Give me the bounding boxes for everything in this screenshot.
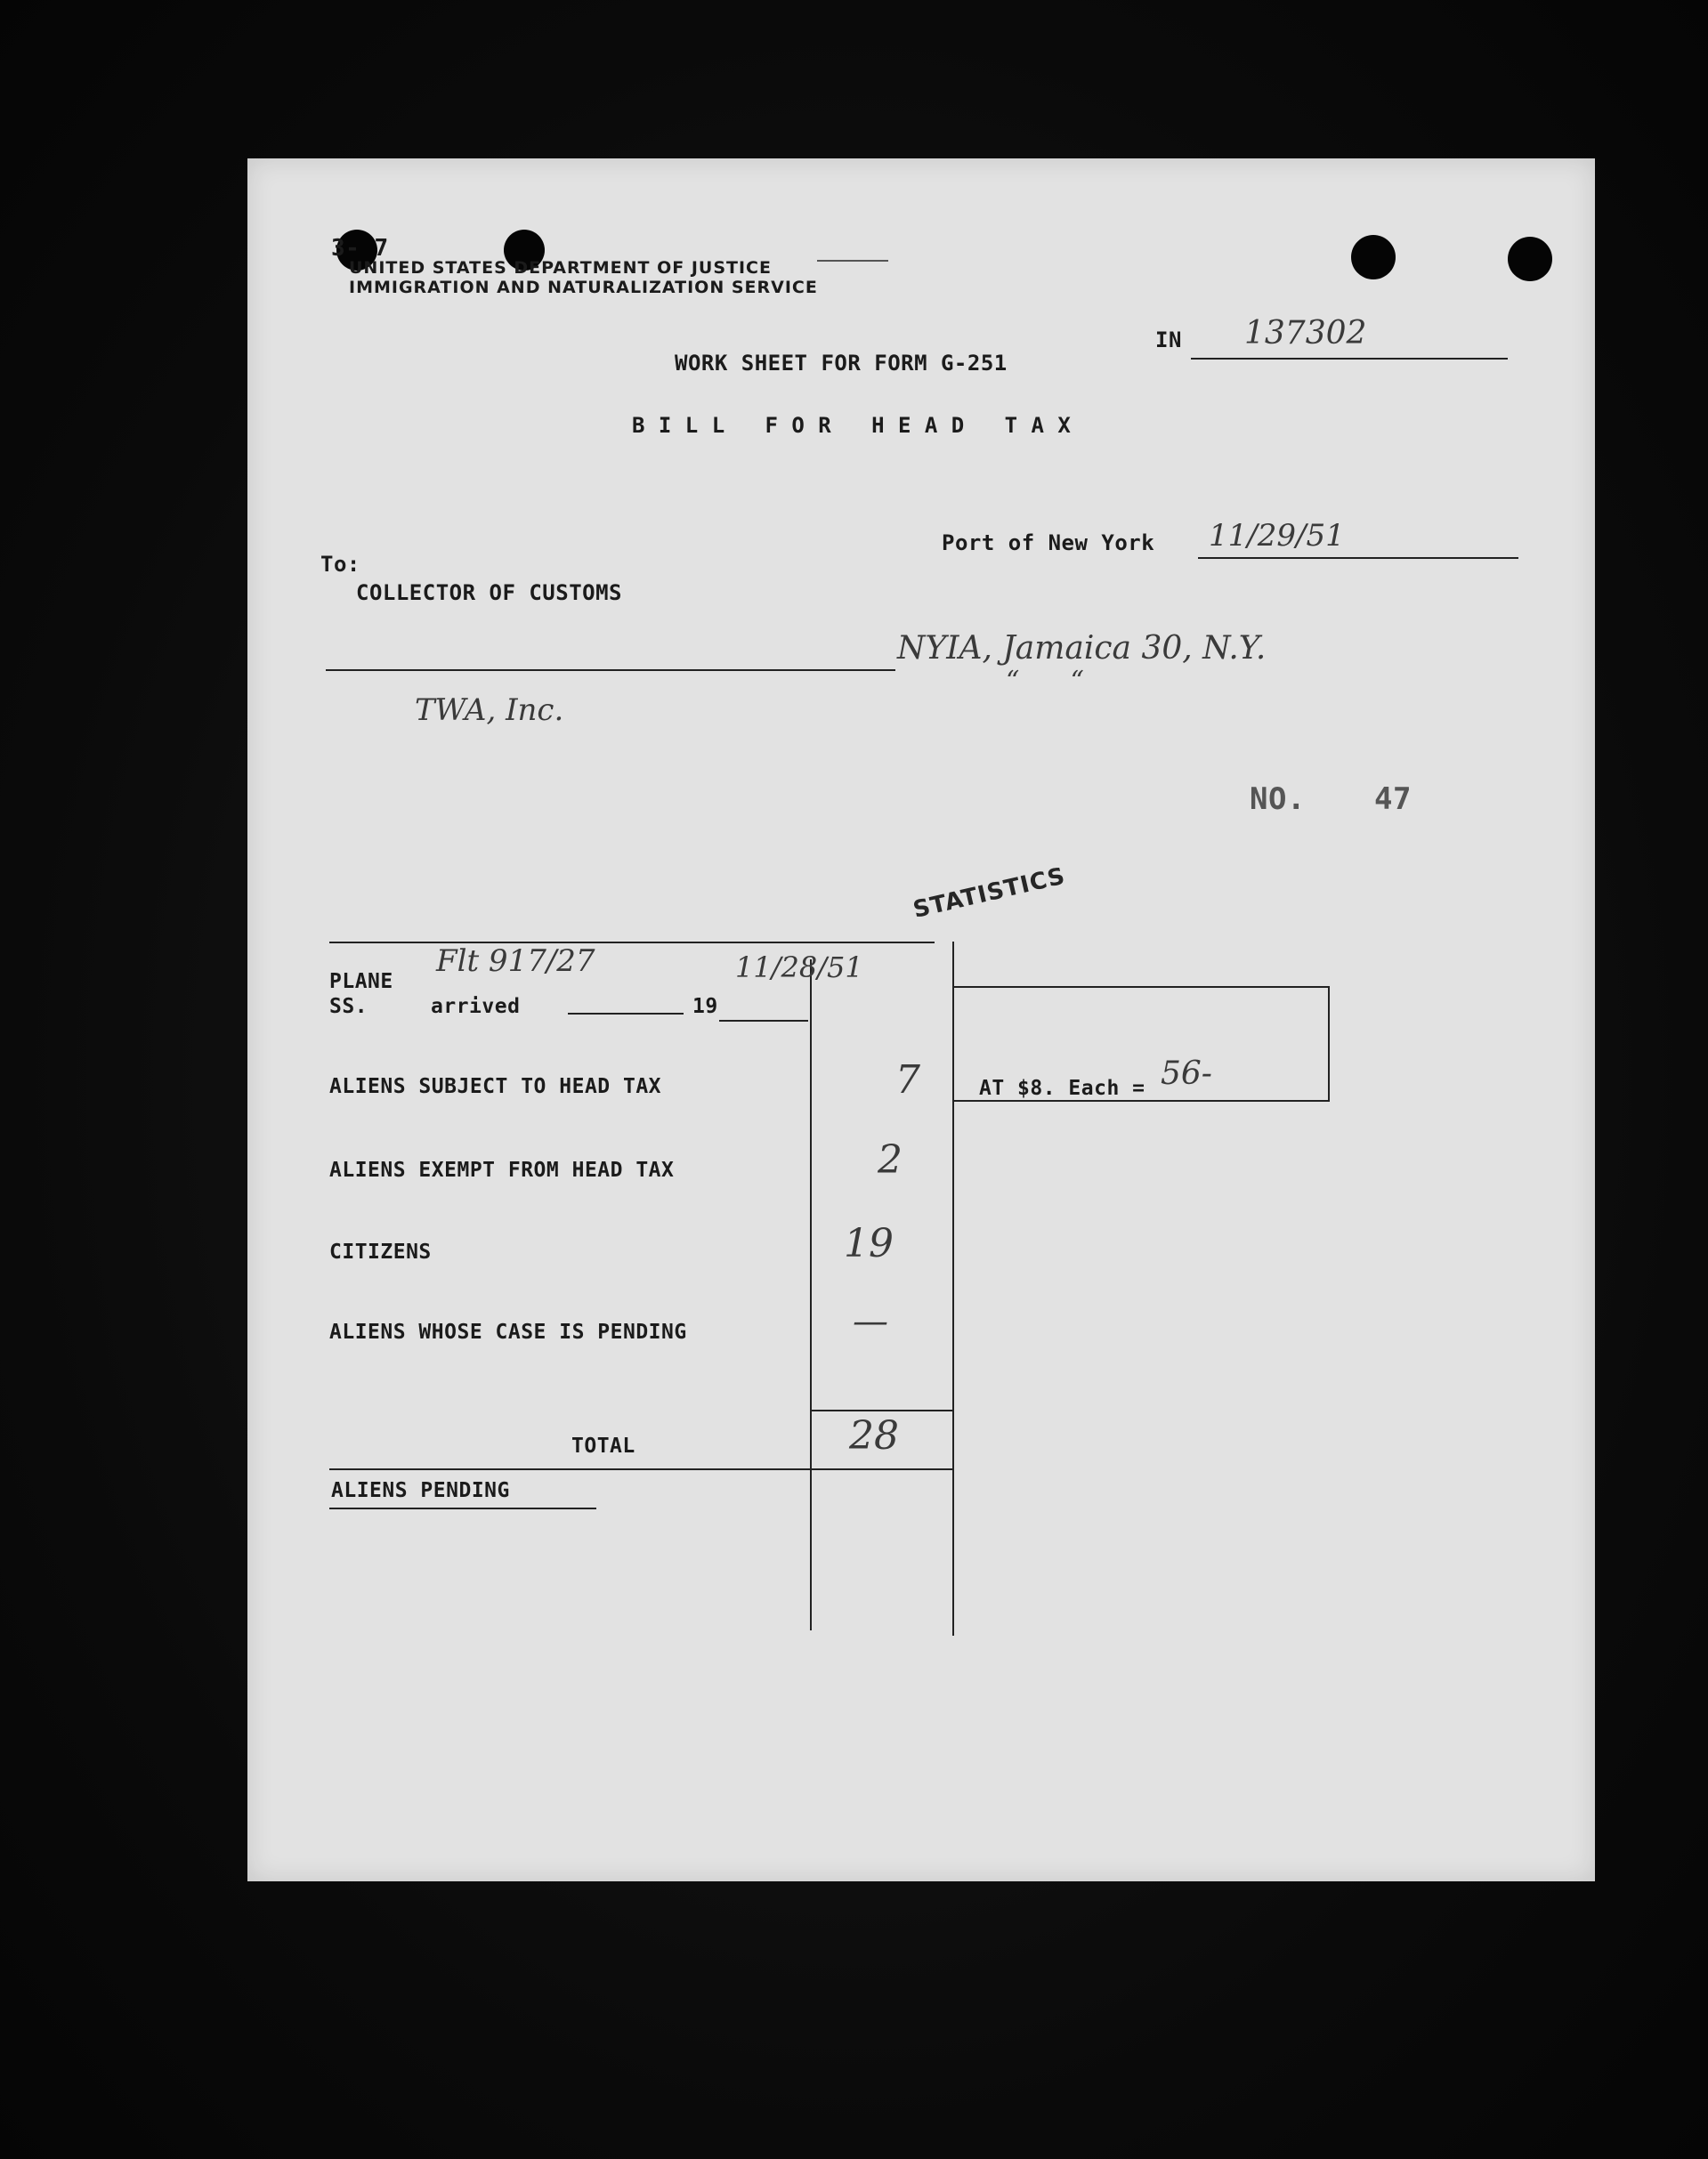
total-top-line bbox=[810, 1410, 952, 1411]
port-label: Port of New York bbox=[942, 530, 1155, 555]
arrived-label: arrived bbox=[431, 995, 521, 1018]
ditto-marks: “ “ bbox=[1006, 666, 1084, 697]
year-line bbox=[719, 1020, 808, 1022]
year-prefix: 19 bbox=[692, 995, 718, 1018]
row-label-pending: ALIENS WHOSE CASE IS PENDING bbox=[329, 1321, 687, 1344]
no-value: 47 bbox=[1374, 781, 1412, 817]
address-line bbox=[326, 669, 895, 671]
value-column-left bbox=[810, 959, 812, 1630]
statistics-stamp: STATISTICS bbox=[911, 862, 1068, 924]
total-bottom-line bbox=[329, 1468, 952, 1470]
row-value-pending: — bbox=[853, 1301, 888, 1342]
agency-line-1: UNITED STATES DEPARTMENT OF JUSTICE bbox=[349, 258, 772, 278]
table-top-line bbox=[329, 942, 935, 943]
top-center-dash bbox=[817, 260, 888, 262]
port-date-underline bbox=[1198, 557, 1518, 559]
in-label: IN bbox=[1155, 327, 1182, 352]
row-value-subject: 7 bbox=[895, 1057, 920, 1103]
row-label-exempt: ALIENS EXEMPT FROM HEAD TAX bbox=[329, 1159, 675, 1182]
airport-address: NYIA, Jamaica 30, N.Y. bbox=[897, 630, 1267, 667]
in-number-underline bbox=[1191, 358, 1508, 360]
row-label-citizens: CITIZENS bbox=[329, 1241, 432, 1264]
row-value-citizens: 19 bbox=[844, 1221, 894, 1266]
plane-label: PLANE bbox=[329, 970, 393, 993]
total-value: 28 bbox=[849, 1413, 899, 1459]
to-label: To: bbox=[320, 552, 360, 577]
arrived-date-line bbox=[568, 1013, 684, 1015]
total-label: TOTAL bbox=[571, 1435, 635, 1458]
aliens-pending-label: ALIENS PENDING bbox=[331, 1479, 510, 1502]
port-date: 11/29/51 bbox=[1209, 518, 1345, 554]
row-label-subject: ALIENS SUBJECT TO HEAD TAX bbox=[329, 1075, 662, 1098]
no-label: NO. bbox=[1250, 781, 1306, 817]
punch-hole-4 bbox=[1508, 237, 1552, 281]
flight-date: 11/28/51 bbox=[735, 950, 863, 984]
in-number: 137302 bbox=[1244, 315, 1367, 352]
ss-label: SS. bbox=[329, 995, 368, 1018]
aliens-pending-underline bbox=[329, 1508, 596, 1509]
worksheet-title: WORK SHEET FOR FORM G-251 bbox=[675, 351, 1008, 376]
agency-line-2: IMMIGRATION AND NATURALIZATION SERVICE bbox=[349, 278, 818, 297]
rate-amount: 56- bbox=[1161, 1055, 1212, 1092]
flight-number: Flt 917/27 bbox=[436, 943, 595, 979]
row-value-exempt: 2 bbox=[878, 1137, 903, 1183]
collector-of-customs: COLLECTOR OF CUSTOMS bbox=[356, 580, 622, 605]
worksheet-page bbox=[247, 158, 1595, 1881]
carrier-name: TWA, Inc. bbox=[415, 692, 564, 728]
bill-title: B I L L F O R H E A D T A X bbox=[632, 413, 1072, 438]
punch-hole-3 bbox=[1351, 235, 1396, 279]
form-number: 3- 7 bbox=[331, 235, 389, 262]
rate-label: AT $8. Each = bbox=[979, 1077, 1145, 1100]
